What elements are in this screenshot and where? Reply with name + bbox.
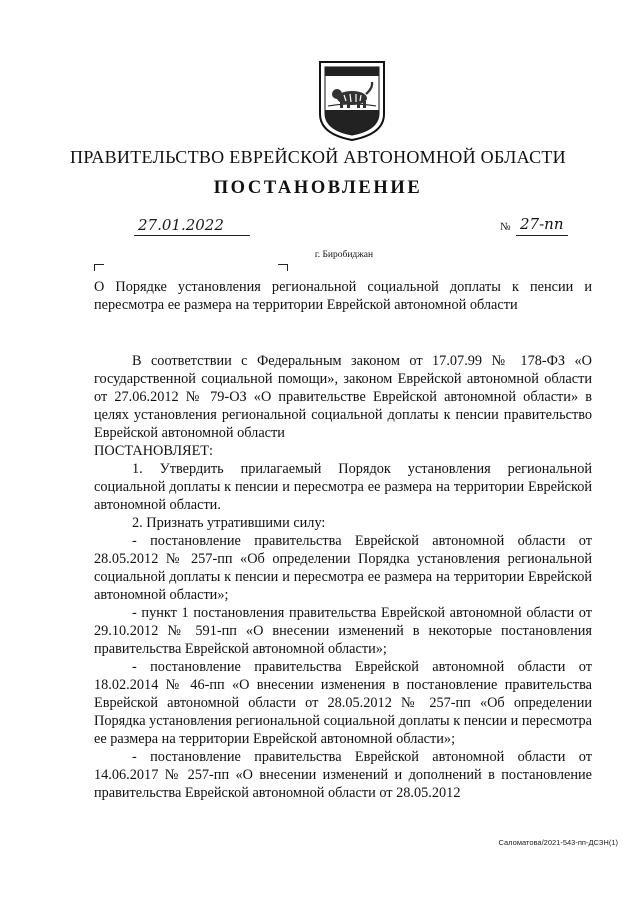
footer-code: Саломатова/2021-543-пп-ДСЗН(1) (498, 838, 618, 847)
repealed-item-3: - постановление правительства Еврейской автономной области от 18.02.2014 № 46-пп «О внесении изменения в постановление правительства Еврейской автономной области от 28.05.2012 № 257-пп «Об определении Порядка установления региональной социальной доплаты к пенсии и пересмотра ее размера на территории Еврейской автономной области»; (94, 659, 592, 747)
preamble-paragraph: В соответствии с Федеральным законом от 17.07.99 № 178-ФЗ «О государственной социальной помощи», законом Еврейской автономной области от 27.06.2012 № 79-ОЗ «О правительстве Еврейской автономной области» в целях установления региональной социальной доплаты к пенсии правительство Еврейской автономной области (94, 353, 592, 441)
number-underline (516, 235, 568, 236)
date-value: 27.01.2022 (138, 216, 224, 234)
signature-date (134, 215, 250, 237)
document-subject: О Порядке установления региональной социальной доплаты к пенсии и пересмотра ее размера на территории Еврейской автономной области (94, 279, 592, 313)
city-name: г. Биробиджан (314, 250, 374, 260)
coat-of-arms-icon (318, 60, 386, 142)
repealed-item-1: - постановление правительства Еврейской автономной области от 28.05.2012 № 257-пп «Об определении Порядка установления региональной социальной доплаты к пенсии и пересмотра ее размера на территории Еврейской автономной области»; (94, 533, 592, 603)
document-body (94, 352, 592, 802)
subject-bracket-left (94, 264, 104, 271)
repealed-item-4: - постановление правительства Еврейской автономной области от 14.06.2017 № 257-пп «О внесении изменений и дополнений в постановление правительства Еврейской автономной области от 28.05.2012 (94, 749, 592, 801)
item-2-paragraph: 2. Признать утратившими силу: (132, 515, 326, 531)
subject-bracket-right (278, 264, 288, 271)
repealed-item-2: - пункт 1 постановления правительства Еврейской автономной области от 29.10.2012 № 591-пп «О внесении изменений в некоторые постановления правительства Еврейской автономной области»; (94, 605, 592, 657)
number-value: 27-пп (520, 215, 564, 233)
document-type-title: ПОСТАНОВЛЕНИЕ (213, 178, 423, 198)
number-sign: № (500, 221, 511, 233)
item-1-paragraph: 1. Утвердить прилагаемый Порядок установления региональной социальной доплаты к пенсии и пересмотра ее размера на территории Еврейской автономной области. (94, 461, 592, 513)
document-number (500, 215, 570, 237)
government-title: ПРАВИТЕЛЬСТВО ЕВРЕЙСКОЙ АВТОНОМНОЙ ОБЛАСТИ (70, 147, 566, 167)
date-underline (134, 235, 250, 236)
resolves-heading: ПОСТАНОВЛЯЕТ: (94, 443, 214, 459)
